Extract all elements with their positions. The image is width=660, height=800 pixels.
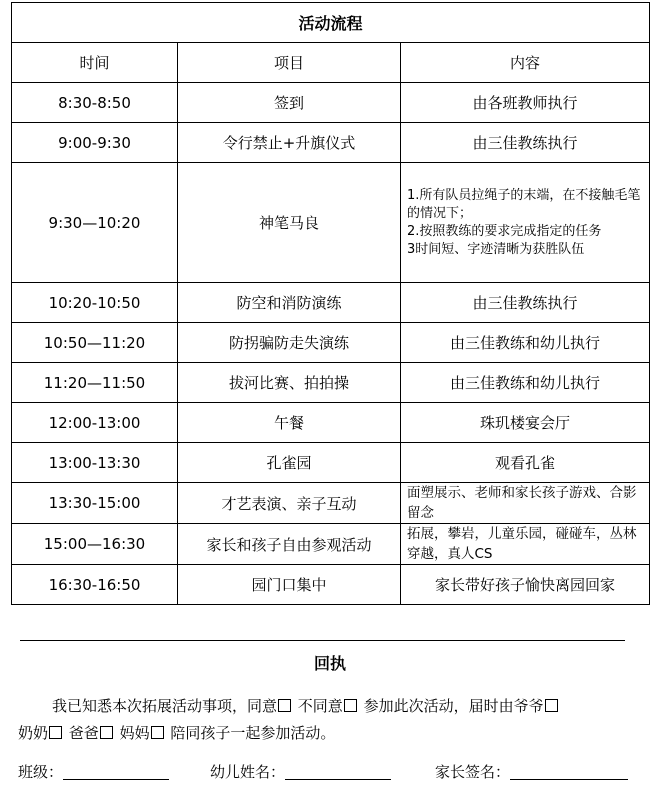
cell-time: 9:30—10:20 bbox=[12, 163, 178, 283]
cell-content: 拓展，攀岩，儿童乐园，碰碰车，丛林穿越，真人CS bbox=[401, 524, 650, 565]
cell-time: 16:30-16:50 bbox=[12, 565, 178, 605]
cell-time: 10:20-10:50 bbox=[12, 283, 178, 323]
class-label: 班级： bbox=[18, 763, 64, 781]
table-row bbox=[12, 123, 650, 163]
content-line: 2.按照教练的要求完成指定的任务 bbox=[407, 223, 602, 239]
cell-item: 家长和孩子自由参观活动 bbox=[178, 524, 401, 565]
statement-text-1: 我已知悉本次拓展活动事项，同意 bbox=[52, 697, 278, 715]
table-row bbox=[12, 565, 650, 605]
receipt-title: 回执 bbox=[313, 654, 346, 673]
parent-signature-blank[interactable] bbox=[510, 763, 628, 780]
table-row bbox=[12, 83, 650, 123]
cut-line-divider bbox=[20, 640, 625, 641]
parent-signature-label: 家长签名： bbox=[435, 763, 511, 781]
table-row bbox=[12, 524, 650, 565]
statement-text-3: 陪同孩子一起参加活动。 bbox=[170, 724, 336, 742]
class-blank[interactable] bbox=[63, 763, 169, 780]
cell-time: 10:50—11:20 bbox=[12, 323, 178, 363]
table-row bbox=[12, 443, 650, 483]
disagree-label: 不同意 bbox=[297, 697, 343, 715]
dad-label: 爸爸 bbox=[68, 724, 99, 742]
cell-item: 令行禁止+升旗仪式 bbox=[178, 123, 401, 163]
disagree-checkbox[interactable] bbox=[344, 699, 357, 712]
cell-content: 由三佳教练执行 bbox=[401, 123, 650, 163]
cell-content: 由各班教师执行 bbox=[401, 83, 650, 123]
statement-text-2: 参加此次活动，届时由爷爷 bbox=[363, 697, 544, 715]
grandma-checkbox[interactable] bbox=[49, 726, 62, 739]
table-row bbox=[12, 283, 650, 323]
table-header-row bbox=[12, 43, 650, 83]
cell-item: 签到 bbox=[178, 83, 401, 123]
table-row bbox=[12, 163, 650, 283]
header-item: 项目 bbox=[178, 43, 401, 83]
cell-item: 才艺表演、亲子互动 bbox=[178, 483, 401, 524]
table-row bbox=[12, 483, 650, 524]
parent-signature-field bbox=[435, 761, 628, 782]
cell-content: 面塑展示、老师和家长孩子游戏、合影留念 bbox=[401, 483, 650, 524]
header-content: 内容 bbox=[401, 43, 650, 83]
cell-item: 午餐 bbox=[178, 403, 401, 443]
cell-content: 家长带好孩子愉快离园回家 bbox=[401, 565, 650, 605]
grandma-label: 奶奶 bbox=[18, 724, 49, 742]
cell-time: 8:30-8:50 bbox=[12, 83, 178, 123]
table-row bbox=[12, 323, 650, 363]
cell-content: 珠玑楼宴会厅 bbox=[401, 403, 650, 443]
schedule-title: 活动流程 bbox=[12, 3, 650, 43]
table-row bbox=[12, 363, 650, 403]
cell-item: 拔河比赛、拍拍操 bbox=[178, 363, 401, 403]
cell-item: 防拐骗防走失演练 bbox=[178, 323, 401, 363]
cell-content bbox=[401, 163, 650, 283]
table-title-row bbox=[12, 3, 650, 43]
cell-time: 11:20—11:50 bbox=[12, 363, 178, 403]
cell-content: 观看孔雀 bbox=[401, 443, 650, 483]
cell-time: 13:00-13:30 bbox=[12, 443, 178, 483]
content-line: 1.所有队员拉绳子的末端，在不接触毛笔的情况下； bbox=[407, 187, 641, 221]
cell-time: 12:00-13:00 bbox=[12, 403, 178, 443]
child-name-label: 幼儿姓名： bbox=[210, 763, 286, 781]
class-field bbox=[18, 761, 169, 782]
cell-time: 15:00—16:30 bbox=[12, 524, 178, 565]
agree-checkbox[interactable] bbox=[278, 699, 291, 712]
table-row bbox=[12, 403, 650, 443]
cell-content: 由三佳教练和幼儿执行 bbox=[401, 323, 650, 363]
cell-item: 防空和消防演练 bbox=[178, 283, 401, 323]
content-line: 3时间短、字迹清晰为获胜队伍 bbox=[407, 241, 585, 257]
cell-item: 神笔马良 bbox=[178, 163, 401, 283]
grandpa-checkbox[interactable] bbox=[545, 699, 558, 712]
dad-checkbox[interactable] bbox=[100, 726, 113, 739]
cell-item: 园门口集中 bbox=[178, 565, 401, 605]
child-name-blank[interactable] bbox=[285, 763, 391, 780]
mom-label: 妈妈 bbox=[119, 724, 150, 742]
schedule-table bbox=[11, 2, 650, 605]
header-time: 时间 bbox=[12, 43, 178, 83]
mom-checkbox[interactable] bbox=[151, 726, 164, 739]
receipt-statement bbox=[18, 693, 640, 747]
cell-time: 9:00-9:30 bbox=[12, 123, 178, 163]
cell-time: 13:30-15:00 bbox=[12, 483, 178, 524]
child-name-field bbox=[210, 761, 391, 782]
cell-content: 由三佳教练执行 bbox=[401, 283, 650, 323]
cell-content: 由三佳教练和幼儿执行 bbox=[401, 363, 650, 403]
cell-item: 孔雀园 bbox=[178, 443, 401, 483]
